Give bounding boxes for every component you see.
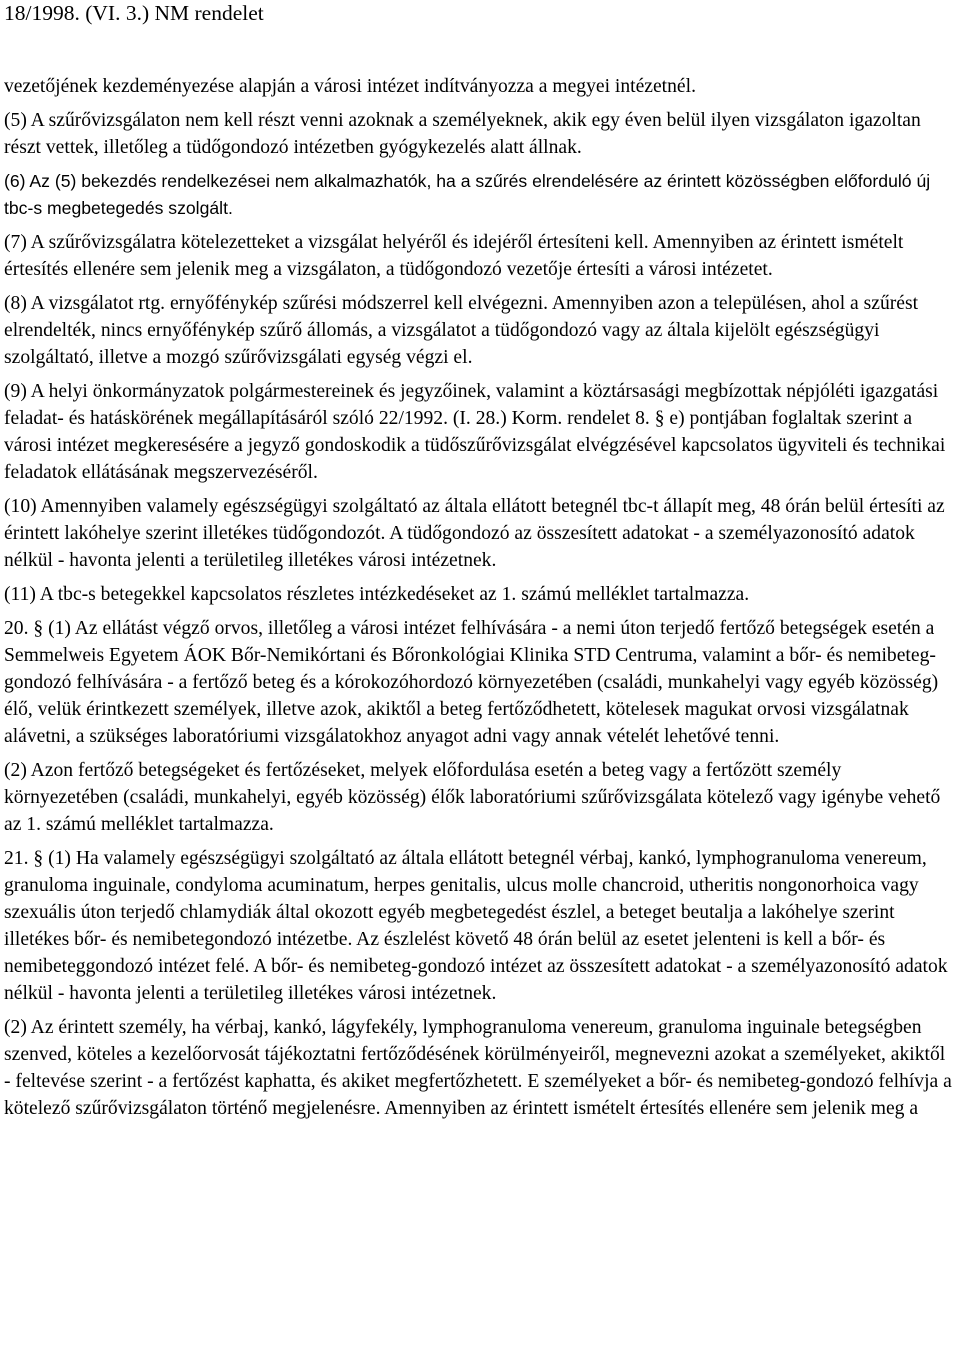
paragraph-5: (5) A szűrővizsgálaton nem kell részt venni azoknak a személyeknek, akik egy éven belül ilyen vizsgálaton igazoltan részt vettek, illetőleg a tüdőgondozó intézetben gyógykezelés alatt állnak. [4, 110, 921, 158]
section-20-paragraph-2: (2) Azon fertőző betegségeket és fertőzéseket, melyek előfordulása esetén a beteg vagy a fertőzött személy környezetében (családi, munkahelyi, egyéb közösség) élők laboratóriumi szűrővizsgálata kötelező vagy igénybe vehető az 1. számú melléklet tartalmazza. [4, 760, 941, 835]
section-20-paragraph-1: 20. § (1) Az ellátást végző orvos, illetőleg a városi intézet felhívására - a nemi úton terjedő fertőző betegségek esetén a Semmelweis Egyetem ÁOK Bőr-Nemikórtani és Bőronkológiai Klinika STD Centruma, valamint a bőr- és nemibeteg-gondozó felhívására - a fertőző beteg és a kórokozóhordozó környezetében (családi, munkahelyi vagy egyéb közösség) élő, velük érintkezett személyek, illetve azok, akiktől a beteg fertőződhetett, kötelesek magukat orvosi vizsgálatnak alávetni, a szükséges laboratóriumi vizsgálatokhoz anyagot adni vagy annak vételét lehetővé tenni. [4, 618, 939, 747]
paragraph-11: (11) A tbc-s betegekkel kapcsolatos részletes intézkedéseket az 1. számú melléklet tartalmazza. [4, 584, 750, 605]
document-body [4, 73, 956, 1122]
paragraph-6: (6) Az (5) bekezdés rendelkezései nem alkalmazhatók, ha a szűrés elrendelésére az érintett közösségben előforduló új tbc-s megbetegedés szolgált. [4, 171, 931, 218]
page-header: 18/1998. (VI. 3.) NM rendelet [4, 1, 264, 25]
paragraph-7: (7) A szűrővizsgálatra kötelezetteket a vizsgálat helyéről és idejéről értesíteni kell. Amennyiben az érintett ismételt értesítés ellenére sem jelenik meg a vizsgálaton, a tüdőgondozó vezetője értesíti a városi intézetet. [4, 232, 904, 280]
paragraph-9: (9) A helyi önkormányzatok polgármestereinek és jegyzőinek, valamint a köztársasági megbízottak népjóléti igazgatási feladat- és hatáskörének megállapításáról szóló 22/1992. (I. 28.) Korm. rendelet 8. § e) pontjában foglaltak szerint a városi intézet megkeresésére a jegyző gondoskodik a tüdőszűrővizsgálat elvégzésével kapcsolatos ügyviteli és technikai feladatok ellátásának megszervezéséről. [4, 381, 946, 483]
document-page [4, 0, 956, 1129]
paragraph-10: (10) Amennyiben valamely egészségügyi szolgáltató az általa ellátott betegnél tbc-t állapít meg, 48 órán belül értesíti az érintett lakóhelye szerint illetékes tüdőgondozót. A tüdőgondozó az összesített adatokat - a személyazonosító adatok nélkül - havonta jelenti a területileg illetékes városi intézetnek. [4, 496, 945, 571]
section-21-paragraph-2: (2) Az érintett személy, ha vérbaj, kankó, lágyfekély, lymphogranuloma venereum, granuloma inguinale betegségben szenved, köteles a kezelőorvosát tájékoztatni fertőződésének körülményeiről, megnevezni azokat a személyeket, akiktől - feltevése szerint - a fertőzést kaphatta, és akiket megfertőzhetett. E személyeket a bőr- és nemibeteg-gondozó felhívja a kötelező szűrővizsgálaton történő megjelenésre. Amennyiben az érintett ismételt értesítés ellenére sem jelenik meg a [4, 1017, 952, 1119]
paragraph-continuation: vezetőjének kezdeményezése alapján a városi intézet indítványozza a megyei intézetnél. [4, 76, 696, 97]
section-21-paragraph-1: 21. § (1) Ha valamely egészségügyi szolgáltató az általa ellátott betegnél vérbaj, kankó, lymphogranuloma venereum, granuloma inguinale, condyloma acuminatum, herpes genitalis, ulcus molle chancroid, utheritis nongonorhoica vagy szexuális úton terjedő chlamydiák által okozott egyéb megbetegedést észlel, a beteget beutalja a lakóhelye szerint illetékes bőr- és nemibetegondozó intézetbe. Az észlelést követő 48 órán belül az esetet jelenteni is kell a bőr- és nemibeteggondozó intézet felé. A bőr- és nemibeteg-gondozó intézet az összesített adatokat - a személyazonosító adatok nélkül - havonta jelenti a területileg illetékes városi intézetnek. [4, 848, 948, 1004]
paragraph-8: (8) A vizsgálatot rtg. ernyőfénykép szűrési módszerrel kell elvégezni. Amennyiben azon a településen, ahol a szűrést elrendelték, nincs ernyőfénykép szűrő állomás, a vizsgálatot a tüdőgondozó vagy az általa kijelölt egészségügyi szolgáltató, illetve a mozgó szűrővizsgálati egység végzi el. [4, 293, 919, 368]
